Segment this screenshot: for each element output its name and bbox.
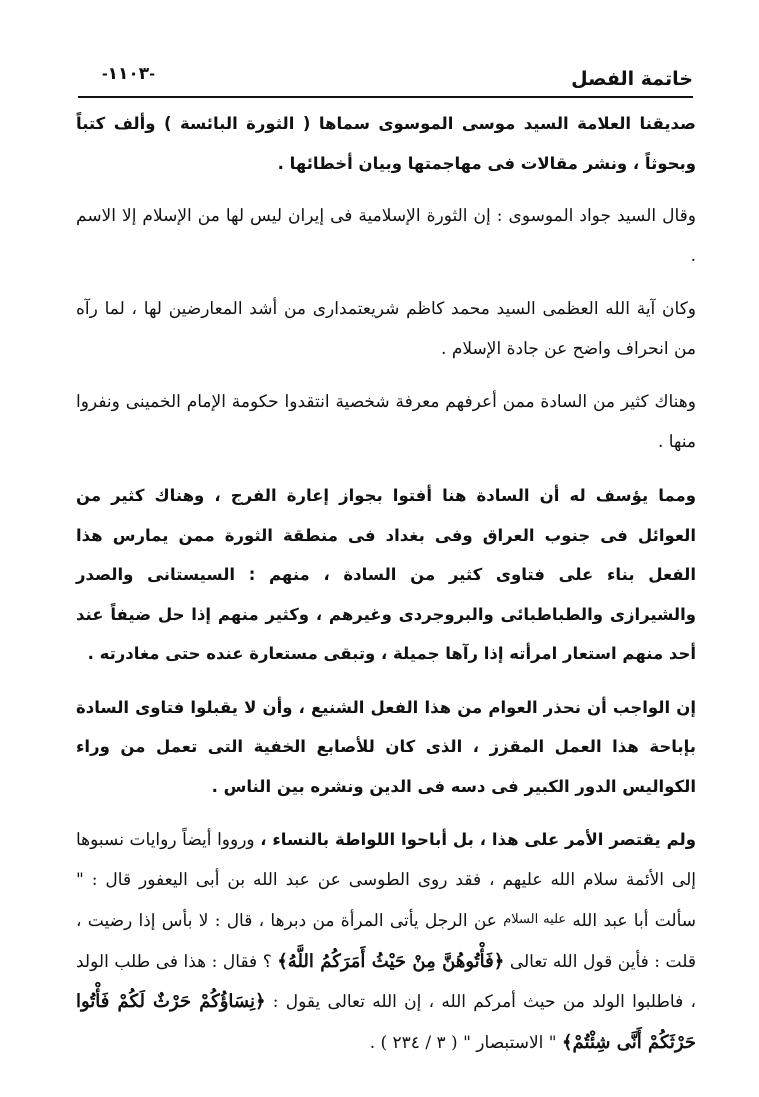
page-number: -١١٠٣- [102, 64, 155, 83]
bold-lead: ولم يقتصر الأمر على هذا ، بل أباحوا اللواطة بالنساء ، [260, 830, 696, 849]
page-body [76, 104, 696, 1077]
paragraph-final [76, 820, 696, 1063]
paragraph: ومما يؤسف له أن السادة هنا أفتوا بجواز إعارة الفرج ، وهناك كثير من العوائل فى جنوب العراق وفى بغداد فى منطقة الثورة ممن يمارس هذا الفعل بناء على فتاوى كثير من السادة ، منهم : السيستانى والصدر والشيرازى والطباطبائى والبروجردى وغيرهم ، وكثير منهم إذا حل ضيفاً عند أحد منهم استعار امرأته إذا رآها جميلة ، وتبقى مستعارة عنده حتى مغادرته . [76, 486, 696, 663]
paragraph: وقال السيد جواد الموسوى : إن الثورة الإسلامية فى إيران ليس لها من الإسلام إلا الاسم . [76, 206, 696, 266]
quran-verse: ﴿نِسَاؤُكُمْ حَرْثٌ لَكُمْ فَأْتُوا حَرْثَكُمْ أَنَّى شِئْتُمْ﴾ [76, 991, 696, 1053]
running-header [78, 62, 693, 98]
quran-verse: ﴿فَأْتُوهُنَّ مِنْ حَيْثُ أَمَرَكُمُ اللَّهُ﴾ [277, 950, 505, 972]
paragraph: وهناك كثير من السادة ممن أعرفهم معرفة شخصية انتقدوا حكومة الإمام الخمينى ونفروا منها . [76, 392, 696, 452]
chapter-title: خاتمة الفصل [571, 68, 693, 90]
paragraph: إن الواجب أن نحذر العوام من هذا الفعل الشنيع ، وأن لا يقبلوا فتاوى السادة بإباحة هذا العمل المقزز ، الذى كان للأصابع الخفية التى تعمل من وراء الكواليس الدور الكبير فى دسه فى الدين ونشره بين الناس . [76, 697, 696, 796]
citation: " الاستبصار " ( ٣ / ٢٣٤ ) . [369, 1032, 562, 1053]
paragraph-text: عن الرجل يأتى المرأة من دبرها ، قال : لا بأس إذا رضيت ، قلت : فأين قول الله تعالى [76, 911, 696, 972]
paragraph-text: ورووا أيضاً روايات نسبوها إلى الأئمة سلام الله عليهم ، فقد روى الطوسى عن عبد الله بن أبى اليعفور قال : " سألت أبا عبد الله [76, 830, 697, 931]
honorific-ligature: عليه السلام [503, 912, 567, 927]
paragraph: صديقنا العلامة السيد موسى الموسوى سماها ( الثورة البائسة ) وألف كتباً وبحوثاً ، ونشر مقالات فى مهاجمتها وبيان أخطائها . [76, 114, 696, 173]
paragraph: وكان آية الله العظمى السيد محمد كاظم شريعتمدارى من أشد المعارضين لها ، لما رآه من انحراف واضح عن جادة الإسلام . [76, 299, 696, 359]
paragraph-text: ؟ فقال : هذا فى طلب الولد ، فاطلبوا الولد من حيث أمركم الله ، إن الله تعالى يقول : [76, 951, 696, 1012]
